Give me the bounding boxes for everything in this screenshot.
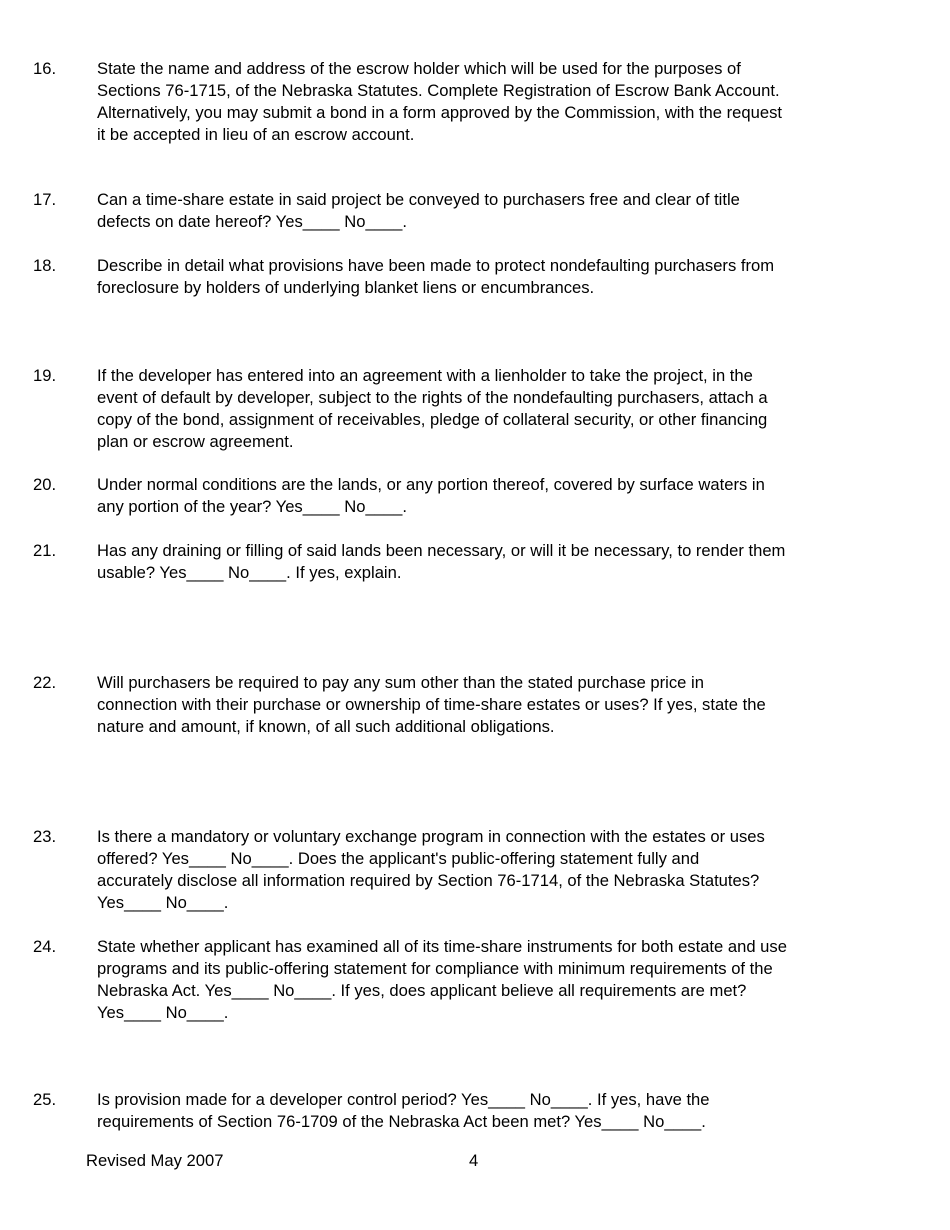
text-line: Nebraska Act. Yes____ No____. If yes, does applicant believe all requirements are met? [97, 981, 747, 1000]
text-line: Is there a mandatory or voluntary exchange program in connection with the estates or uses [97, 827, 765, 846]
text-line: defects on date hereof? Yes____ No____. [97, 212, 408, 231]
text-line: it be accepted in lieu of an escrow account. [97, 125, 415, 144]
text-line: accurately disclose all information required by Section 76-1714, of the Nebraska Statutes? [97, 871, 760, 890]
question-text [97, 826, 877, 914]
text-line: Is provision made for a developer control period? Yes____ No____. If yes, have the [97, 1090, 710, 1109]
text-line: event of default by developer, subject to the rights of the nondefaulting purchasers, attach a [97, 388, 768, 407]
text-line: copy of the bond, assignment of receivables, pledge of collateral security, or other financing [97, 410, 768, 429]
question-text [97, 1089, 877, 1133]
revision-date: Revised May 2007 [86, 1151, 224, 1170]
text-line: Sections 76-1715, of the Nebraska Statutes. Complete Registration of Escrow Bank Account. [97, 81, 780, 100]
page-number: 4 [469, 1151, 479, 1170]
question-text [97, 255, 877, 299]
question-text [97, 672, 877, 738]
text-line: programs and its public-offering statement for compliance with minimum requirements of the [97, 959, 773, 978]
text-line: any portion of the year? Yes____ No____. [97, 497, 407, 516]
question-text [97, 189, 877, 233]
text-line: connection with their purchase or ownership of time-share estates or uses? If yes, state the [97, 695, 766, 714]
question-number: 18. [33, 256, 57, 275]
question-number: 17. [33, 190, 57, 209]
text-line: Will purchasers be required to pay any sum other than the stated purchase price in [97, 673, 704, 692]
text-line: Can a time-share estate in said project be conveyed to purchasers free and clear of title [97, 190, 740, 209]
text-line: Has any draining or filling of said lands been necessary, or will it be necessary, to render them [97, 541, 786, 560]
text-line: foreclosure by holders of underlying blanket liens or encumbrances. [97, 278, 595, 297]
text-line: Alternatively, you may submit a bond in a form approved by the Commission, with the request [97, 103, 782, 122]
text-line: offered? Yes____ No____. Does the applicant's public-offering statement fully and [97, 849, 700, 868]
text-line: Describe in detail what provisions have been made to protect nondefaulting purchasers from [97, 256, 775, 275]
question-number: 22. [33, 673, 57, 692]
question-text [97, 540, 877, 584]
question-number: 24. [33, 937, 57, 956]
text-line: Yes____ No____. [97, 1003, 229, 1022]
text-line: plan or escrow agreement. [97, 432, 294, 451]
question-number: 20. [33, 475, 57, 494]
question-text [97, 365, 877, 453]
question-number: 16. [33, 59, 57, 78]
question-number: 25. [33, 1090, 57, 1109]
question-text [97, 474, 877, 518]
text-line: usable? Yes____ No____. If yes, explain. [97, 563, 402, 582]
text-line: Under normal conditions are the lands, or any portion thereof, covered by surface waters in [97, 475, 765, 494]
question-number: 19. [33, 366, 57, 385]
question-number: 23. [33, 827, 57, 846]
question-number: 21. [33, 541, 57, 560]
text-line: requirements of Section 76-1709 of the Nebraska Act been met? Yes____ No____. [97, 1112, 706, 1131]
text-line: State the name and address of the escrow holder which will be used for the purposes of [97, 59, 741, 78]
question-text [97, 58, 877, 146]
text-line: Yes____ No____. [97, 893, 229, 912]
text-line: State whether applicant has examined all of its time-share instruments for both estate and use [97, 937, 787, 956]
text-line: nature and amount, if known, of all such additional obligations. [97, 717, 555, 736]
text-line: If the developer has entered into an agreement with a lienholder to take the project, in the [97, 366, 753, 385]
question-text [97, 936, 877, 1024]
